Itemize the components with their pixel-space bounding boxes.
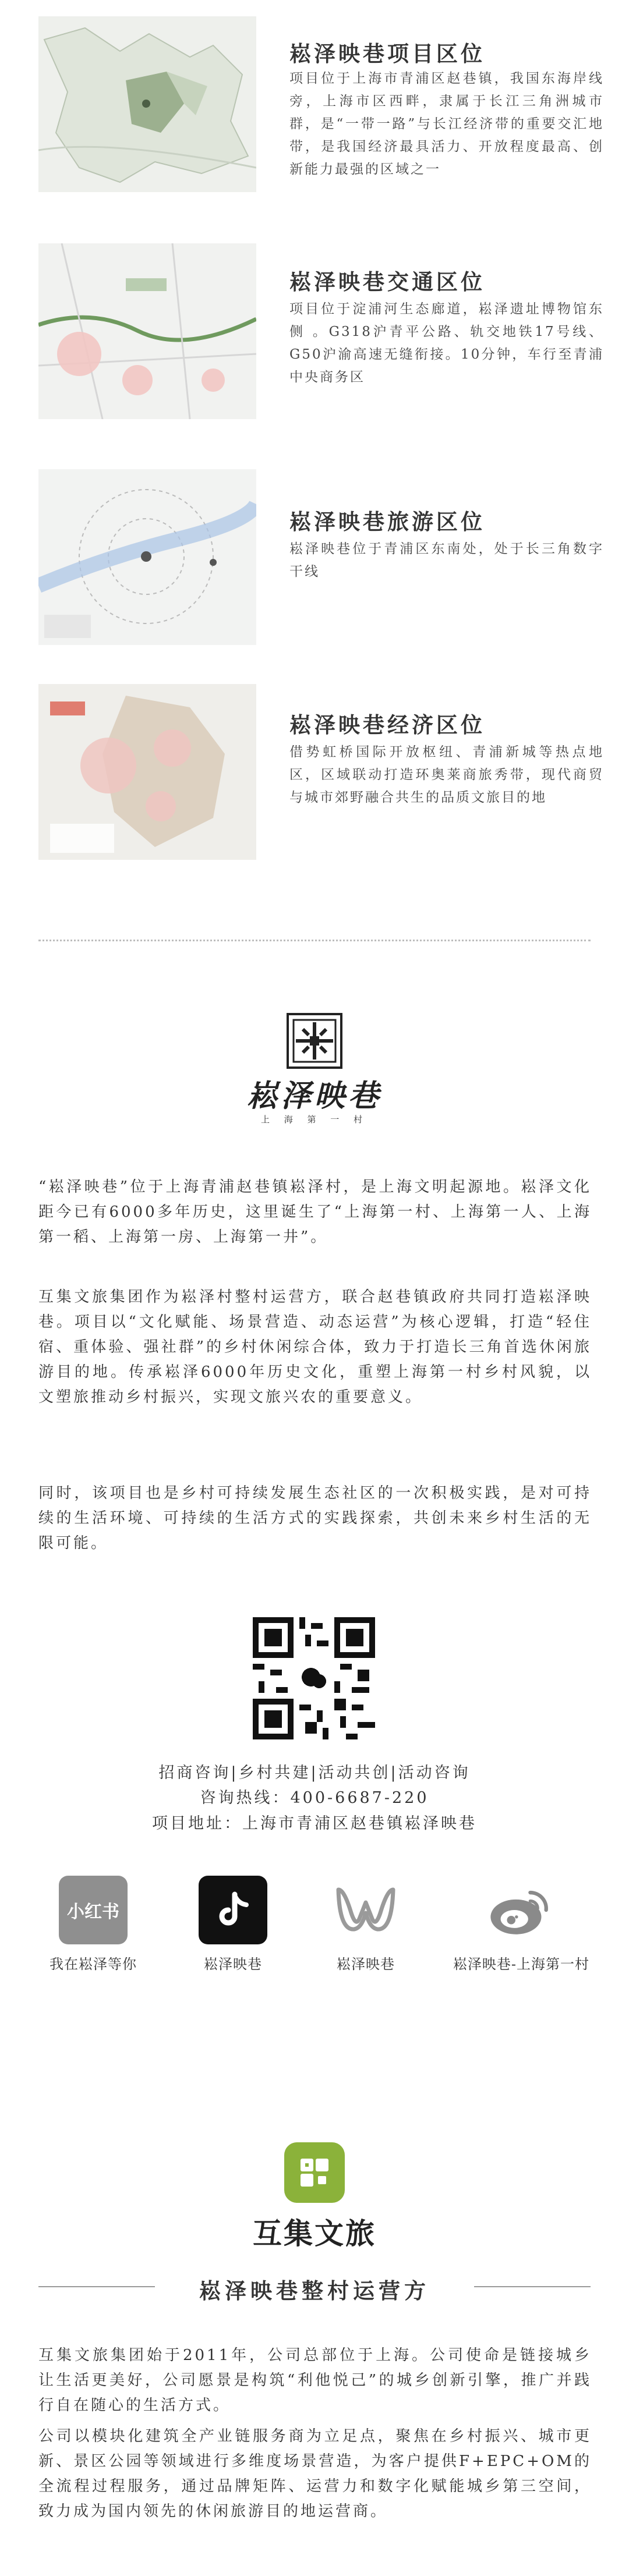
card-text: 借势虹桥国际开放枢纽、青浦新城等热点地区，区域联动打造环奥莱商旅秀带，现代商贸与城市郊野融合共生的品质文旅目的地 [289, 745, 604, 805]
card-title: 崧泽映巷经济区位 [289, 712, 485, 738]
wechat-qr-code[interactable] [253, 1617, 375, 1739]
social-xiaohongshu[interactable] [17, 1876, 169, 1973]
card-text: 崧泽映巷位于青浦区东南处，处于长三角数字干线 [289, 541, 604, 579]
company-paragraph: 公司以模块化建筑全产业链服务商为立足点，聚焦在乡村振兴、城市更新、景区公园等领域进行多维度场景营造，为客户提供F+EPC+OM的全流程过程服务，通过品牌矩阵、运营力和数字化赋能城乡第三空间，致力成为国内领先的休闲旅游目的地运营商。 [38, 2428, 592, 2520]
contact-hotline[interactable]: 咨询热线：400-6687-220 [200, 1789, 429, 1807]
social-account-label: 崧泽映巷 [204, 1956, 262, 1972]
section-divider [38, 940, 591, 941]
card-title: 崧泽映巷旅游区位 [289, 509, 485, 534]
social-account-label: 我在崧泽等你 [50, 1956, 137, 1972]
brand-emblem-icon [285, 1012, 344, 1070]
tourism-location-map [38, 469, 256, 645]
traffic-location-map [38, 243, 256, 419]
company-section-title: 崧泽映巷整村运营方 [199, 2278, 430, 2304]
social-account-label: 崧泽映巷-上海第一村 [453, 1956, 590, 1972]
brand-tagline: 上 海 第 一 村 [260, 1114, 369, 1125]
intro-paragraph: “崧泽映巷”位于上海青浦赵巷镇崧泽村，是上海文明起源地。崧泽文化距今已有6000多年历史，这里诞生了“上海第一村、上海第一人、上海第一稻、上海第一房、上海第一井”。 [38, 1178, 592, 1246]
card-title: 崧泽映巷交通区位 [289, 269, 485, 295]
project-location-map [38, 16, 256, 192]
social-weibo[interactable] [446, 1876, 597, 1973]
xiaohongshu-icon: 小红书 [59, 1876, 128, 1944]
card-text: 项目位于淀浦河生态廊道，崧泽遗址博物馆东侧 。G318沪青平公路、轨交地铁17号线、G50沪渝高速无缝衔接。10分钟，车行至青浦中央商务区 [289, 302, 604, 385]
card-title: 崧泽映巷项目区位 [289, 41, 485, 66]
company-paragraph: 互集文旅集团始于2011年，公司总部位于上海。公司使命是链接城乡让生活更美好，公司愿景是构筑“利他悦己”的城乡创新引擎，推广并践行自在随心的生活方式。 [38, 2347, 592, 2414]
intro-paragraph: 互集文旅集团作为崧泽村整村运营方，联合赵巷镇政府共同打造崧泽映巷。项目以“文化赋能、场景营造、动态运营”为核心逻辑，打造“轻住宿、重体验、强社群”的乡村休闲综合体，致力于打造长三角首选休闲旅游目的地。传承崧泽6000年历史文化，重塑上海第一村乡村风貌，以文塑旅推动乡村振兴，实现文旅兴农的重要意义。 [38, 1288, 592, 1406]
intro-paragraph: 同时，该项目也是乡村可持续发展生态社区的一次积极实践，是对可持续的生活环境、可持续的生活方式的实践探索，共创未来乡村生活的无限可能。 [38, 1484, 592, 1552]
card-text: 项目位于上海市青浦区赵巷镇，我国东海岸线旁，上海市区西畔，隶属于长江三角洲城市群，是“一带一路”与长江经济带的重要交汇地带，是我国经济最具活力、开放程度最高、创新能力最强的区域之一 [289, 71, 604, 177]
contact-address: 项目地址：上海市青浦区赵巷镇崧泽映巷 [152, 1815, 477, 1833]
social-account-label: 崧泽映巷 [337, 1956, 395, 1972]
social-douyin[interactable] [157, 1876, 309, 1973]
company-logo-icon [284, 2142, 345, 2203]
company-name: 互集文旅 [253, 2217, 376, 2251]
social-channels[interactable] [290, 1876, 441, 1973]
douyin-icon [199, 1876, 267, 1944]
brand-logo-text: 崧泽映巷 [246, 1078, 382, 1114]
channels-icon [331, 1876, 400, 1944]
economy-location-map [38, 684, 256, 860]
contact-services: 招商咨询|乡村共建|活动共创|活动咨询 [158, 1764, 471, 1782]
section-rule-right [474, 2286, 591, 2287]
weibo-icon [487, 1876, 556, 1944]
